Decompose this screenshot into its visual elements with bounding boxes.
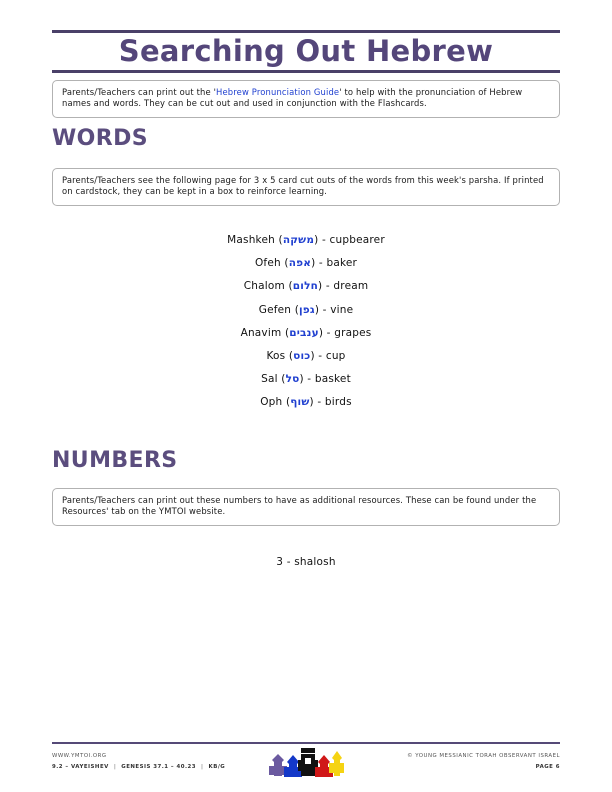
- word-meaning: basket: [314, 373, 351, 386]
- word-paren-close: ): [311, 257, 316, 270]
- word-list-item: [52, 275, 560, 298]
- number-list-item: [52, 551, 560, 574]
- title-rule-bottom: [52, 70, 560, 73]
- word-list-item: [52, 299, 560, 322]
- footer-separator: |: [113, 764, 117, 770]
- word-meaning: baker: [326, 257, 358, 270]
- word-paren-open: (: [288, 280, 293, 293]
- hebrew-pronunciation-guide-link[interactable]: Hebrew Pronunciation Guide: [216, 87, 340, 97]
- footer-website[interactable]: WWW.YMTOI.ORG: [52, 753, 107, 759]
- word-transliteration: Kos: [266, 350, 286, 363]
- word-paren-close: ): [314, 303, 320, 316]
- word-dash: -: [317, 396, 322, 409]
- word-paren-close: ): [309, 396, 314, 409]
- organization-logo: [268, 746, 344, 786]
- hebrew-word-list: [52, 229, 560, 415]
- word-meaning: grapes: [334, 326, 372, 339]
- footer-page-number: PAGE 6: [535, 764, 560, 770]
- number-numeral: 3: [276, 556, 284, 568]
- word-hebrew: גפן: [299, 303, 315, 316]
- footer-separator: |: [201, 764, 204, 770]
- word-dash: -: [322, 303, 327, 316]
- word-hebrew: ענבים: [289, 326, 319, 339]
- word-transliteration: Anavim: [240, 326, 282, 339]
- word-list-item: [52, 368, 560, 391]
- word-dash: -: [325, 280, 330, 293]
- word-meaning: dream: [333, 280, 369, 293]
- word-hebrew: שוף: [290, 396, 310, 409]
- word-hebrew: אפה: [288, 257, 312, 270]
- word-meaning: cupbearer: [329, 234, 385, 246]
- intro-callout: [52, 80, 560, 118]
- footer-left: [52, 751, 225, 773]
- footer-rule: [52, 742, 560, 744]
- word-hebrew: חלום: [292, 280, 319, 293]
- number-dash: -: [286, 556, 291, 568]
- section-heading-words: WORDS: [52, 126, 149, 151]
- word-paren-open: (: [284, 257, 289, 270]
- word-dash: -: [321, 234, 326, 246]
- word-paren-close: ): [318, 280, 323, 293]
- word-paren-open: (: [284, 326, 290, 339]
- word-dash: -: [318, 257, 323, 270]
- word-dash: -: [318, 350, 323, 363]
- word-paren-open: (: [281, 373, 286, 386]
- page-title: Searching Out Hebrew: [118, 34, 494, 68]
- word-list-item: [52, 322, 560, 345]
- word-hebrew: סל: [285, 373, 300, 386]
- footer-lesson: 9.2 – VAYEISHEV: [52, 764, 109, 770]
- word-meaning: birds: [324, 396, 352, 409]
- words-callout: Parents/Teachers see the following page for 3 x 5 card cut outs of the words from this week's parsha. If printed on cardstock, they can be kept in a box to reinforce learning.: [52, 168, 560, 206]
- word-paren-close: ): [318, 326, 324, 339]
- word-paren-open: (: [285, 396, 291, 409]
- hebrew-number-list: [52, 551, 560, 574]
- word-paren-open: (: [294, 303, 299, 316]
- word-list-item: [52, 345, 560, 368]
- word-paren-open: (: [278, 234, 283, 246]
- section-heading-numbers: NUMBERS: [52, 448, 178, 473]
- word-transliteration: Mashkeh: [227, 234, 275, 246]
- word-list-item: [52, 252, 560, 275]
- footer-copyright: © YOUNG MESSIANIC TORAH OBSERVANT ISRAEL: [407, 753, 560, 759]
- logo-figure-yellow: [329, 751, 344, 776]
- word-hebrew: כוס: [293, 350, 311, 363]
- number-transliteration: shalosh: [294, 556, 336, 568]
- word-meaning: vine: [330, 303, 354, 316]
- footer-code: KB/G: [208, 764, 226, 770]
- footer-right: [407, 751, 560, 773]
- word-transliteration: Oph: [260, 396, 283, 409]
- word-meaning: cup: [325, 350, 346, 363]
- word-list-item: [52, 391, 560, 414]
- word-transliteration: Gefen: [258, 303, 292, 316]
- word-dash: -: [307, 373, 312, 386]
- word-paren-open: (: [288, 350, 294, 363]
- numbers-callout: Parents/Teachers can print out these numbers to have as additional resources. These can be found under the Resources' tab on the YMTOI website.: [52, 488, 560, 526]
- word-transliteration: Chalom: [243, 280, 285, 293]
- word-paren-close: ): [314, 234, 319, 246]
- intro-text-before: Parents/Teachers can print out the ': [62, 87, 217, 97]
- word-transliteration: Ofeh: [254, 257, 281, 270]
- word-paren-close: ): [299, 373, 304, 386]
- word-transliteration: Sal: [261, 373, 278, 386]
- word-paren-close: ): [310, 350, 315, 363]
- footer-reference: GENESIS 37.1 – 40.23: [121, 764, 197, 770]
- word-list-item: [52, 229, 560, 252]
- word-hebrew: משקה: [282, 234, 315, 246]
- word-dash: -: [326, 326, 331, 339]
- footer-lesson-line: [52, 762, 225, 773]
- intro-text-after: ' to help with the pronunciation of Hebrew names and words. They can be cut out and used in conjunction with the Flashcards.: [62, 87, 523, 109]
